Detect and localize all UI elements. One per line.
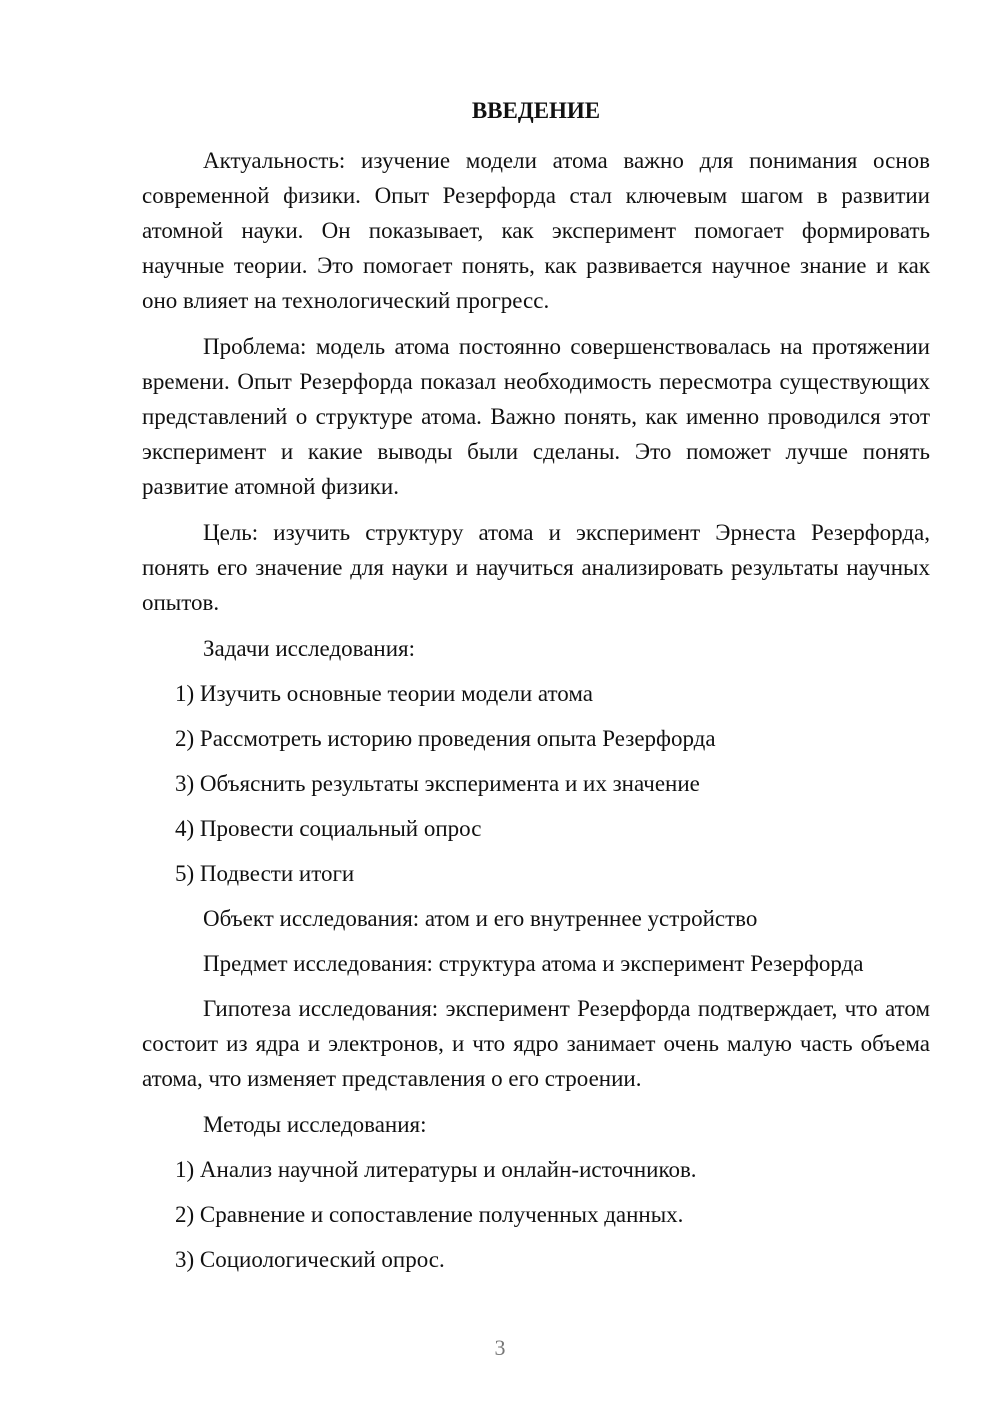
method-item: 2) Сравнение и сопоставление полученных данных. bbox=[175, 1202, 684, 1227]
tasks-heading: Задачи исследования: bbox=[203, 636, 416, 661]
task-item: 3) Объяснить результаты эксперимента и их значение bbox=[175, 771, 700, 796]
problem-paragraph: Проблема: модель атома постоянно совершенствовалась на протяжении времени. Опыт Резерфорда показал необходимость пересмотра существующих представлений о структуре атома. Важно понять, как именно проводился этот эксперимент и какие выводы были сделаны. Это поможет лучше понять развитие атомной физики. bbox=[142, 334, 930, 499]
research-object: Объект исследования: атом и его внутреннее устройство bbox=[203, 906, 758, 931]
task-item: 5) Подвести итоги bbox=[175, 861, 355, 886]
method-item: 1) Анализ научной литературы и онлайн-источников. bbox=[175, 1157, 697, 1182]
goal-paragraph: Цель: изучить структуру атома и эксперимент Эрнеста Резерфорда, понять его значение для науки и научиться анализировать результаты научных опытов. bbox=[142, 520, 930, 615]
method-item: 3) Социологический опрос. bbox=[175, 1247, 445, 1272]
task-item: 1) Изучить основные теории модели атома bbox=[175, 681, 593, 706]
page-number: 3 bbox=[494, 1335, 506, 1360]
relevance-paragraph: Актуальность: изучение модели атома важно для понимания основ современной физики. Опыт Резерфорда стал ключевым шагом в развитии атомной науки. Он показывает, как эксперимент помогает формировать научные теории. Это помогает понять, как развивается научное знание и как оно влияет на технологический прогресс. bbox=[142, 148, 930, 313]
page-title: ВВЕДЕНИЕ bbox=[471, 98, 601, 123]
methods-heading: Методы исследования: bbox=[203, 1112, 427, 1137]
task-item: 4) Провести социальный опрос bbox=[175, 816, 482, 841]
body-text bbox=[142, 143, 930, 1287]
hypothesis-paragraph: Гипотеза исследования: эксперимент Резерфорда подтверждает, что атом состоит из ядра и электронов, и что ядро занимает очень малую часть объема атома, что изменяет представления о его строении. bbox=[142, 996, 930, 1091]
research-subject: Предмет исследования: структура атома и эксперимент Резерфорда bbox=[203, 951, 864, 976]
task-item: 2) Рассмотреть историю проведения опыта Резерфорда bbox=[175, 726, 716, 751]
